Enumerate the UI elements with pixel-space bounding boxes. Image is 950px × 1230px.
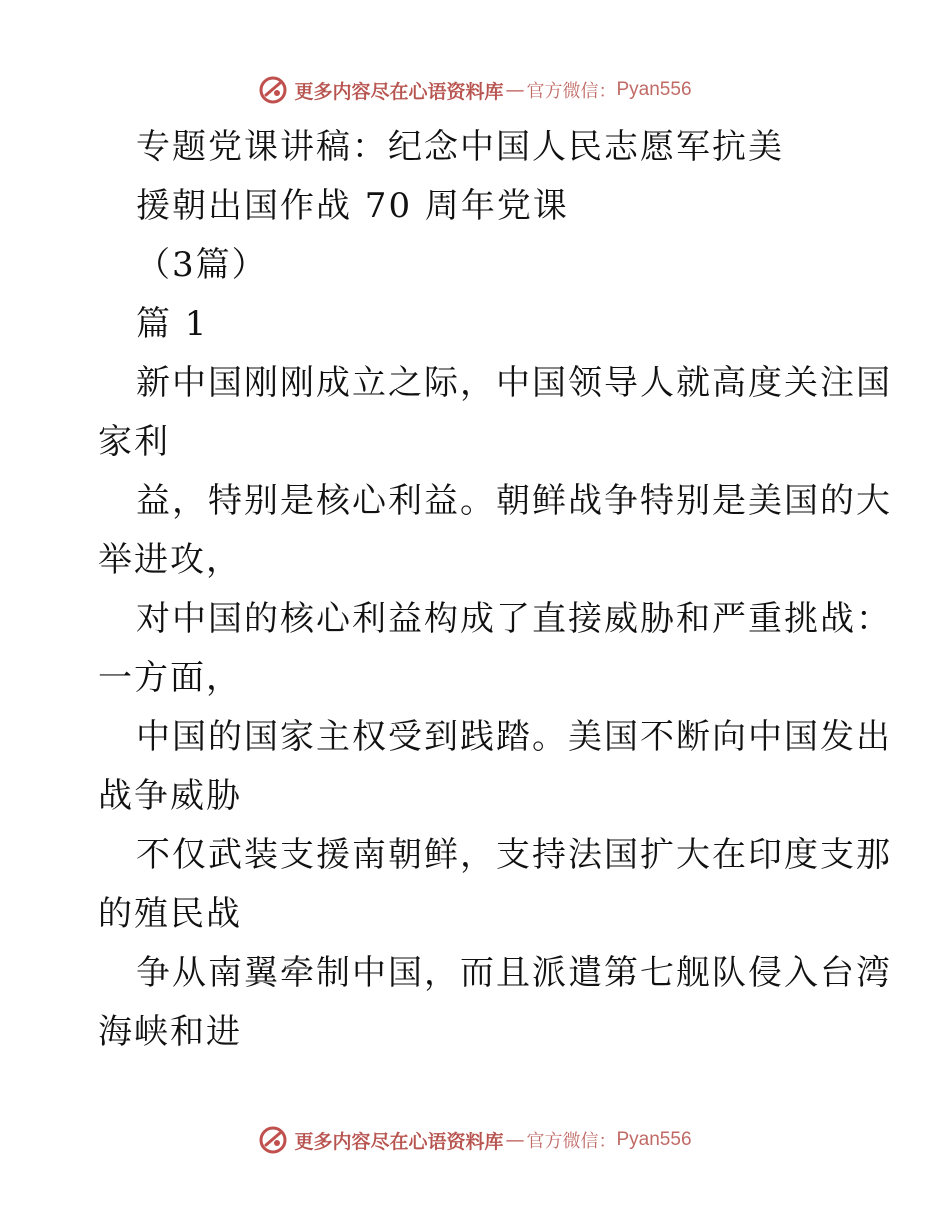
- watermark-wechat-label: 官方微信：: [526, 1131, 617, 1152]
- brand-logo-icon: [258, 1125, 288, 1155]
- document-body: [98, 118, 892, 1062]
- paragraph-line: 家利: [98, 422, 170, 462]
- paragraph-line: 中国的国家主权受到践踏。美国不断向中国发出: [136, 717, 892, 757]
- watermark-separator: —: [505, 1129, 525, 1151]
- paragraph-line: 战争威胁: [98, 776, 242, 816]
- watermark-main-text: 更多内容尽在心语资料库: [294, 80, 504, 103]
- paragraph-line: 的殖民战: [98, 894, 242, 934]
- brand-logo-icon: [258, 75, 288, 105]
- doc-title-count: （3篇）: [136, 245, 268, 285]
- paragraph-line: 对中国的核心利益构成了直接威胁和严重挑战：: [136, 599, 892, 639]
- header-watermark: [0, 70, 950, 110]
- watermark-wechat-id: Pyan556: [616, 79, 692, 100]
- paragraph-line: 新中国刚刚成立之际，中国领导人就高度关注国: [136, 363, 892, 403]
- watermark-main-text: 更多内容尽在心语资料库: [294, 1130, 504, 1153]
- footer-watermark: [0, 1120, 950, 1160]
- watermark-wechat-id: Pyan556: [616, 1129, 692, 1150]
- paragraph-line: 一方面，: [98, 658, 242, 698]
- section-heading: 篇 1: [136, 304, 209, 344]
- watermark-wechat-label: 官方微信：: [526, 81, 617, 102]
- doc-title-line-2: 援朝出国作战 70 周年党课: [136, 186, 569, 226]
- paragraph-line: 举进攻，: [98, 540, 242, 580]
- watermark-separator: —: [505, 79, 525, 101]
- doc-title-line-1: 专题党课讲稿：纪念中国人民志愿军抗美: [136, 127, 784, 167]
- paragraph-line: 海峡和进: [98, 1012, 242, 1052]
- paragraph-line: 争从南翼牵制中国，而且派遣第七舰队侵入台湾: [136, 953, 892, 993]
- paragraph-line: 不仅武装支援南朝鲜，支持法国扩大在印度支那: [136, 835, 892, 875]
- paragraph-line: 益，特别是核心利益。朝鲜战争特别是美国的大: [136, 481, 892, 521]
